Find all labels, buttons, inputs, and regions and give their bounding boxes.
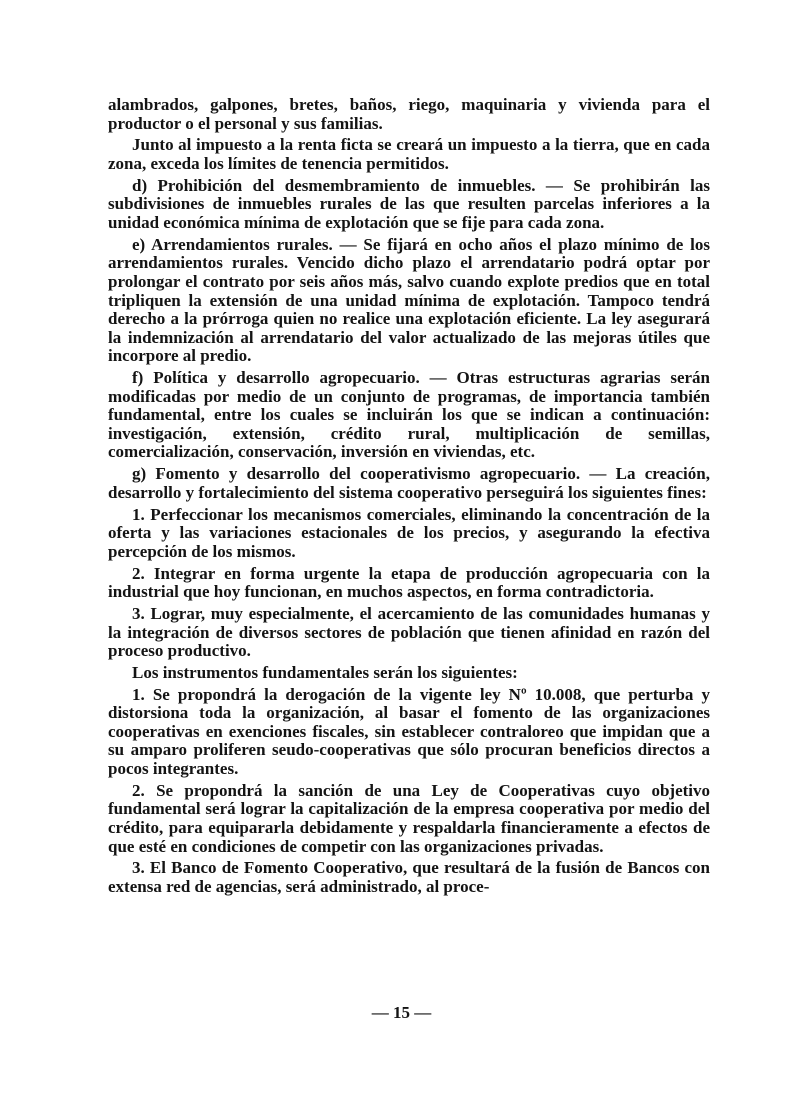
page-number: — 15 — [371,1003,432,1022]
paragraph-text: Junto al impuesto a la renta ficta se creará un impuesto a la tierra, que en cada zona, exceda los límites de tenencia permitidos. [108,135,710,173]
paragraph-heading: f) Política y desarrollo agropecuario. [132,368,420,388]
paragraph [108,664,710,683]
paragraph-text: — Otras estructuras agrarias serán modificadas por medio de un conjunto de programas, de importancia también fundamental, entre los cuales se incluirán los que se indican a continuación: investigación, extensión, crédito rural, multiplicación de semillas, comercialización, conservación, inversión en viviendas, etc. [108,368,711,462]
paragraph [108,465,710,502]
paragraph [108,136,710,173]
paragraph [108,236,710,366]
paragraph-text: — Se fijará en ocho años el plazo mínimo de los arrendamientos rurales. Vencido dicho plazo el arrendatario podrá optar por prolongar el contrato por seis años más, salvo cuando explote predios que en total tripliquen la extensión de una unidad mínima de explotación. Tampoco tendrá derecho a la prórroga quien no realice una explotación eficiente. La ley asegurará la indemnización al arrendatario del valor actualizado de las mejoras útiles que incorpore al predio. [108,234,710,366]
paragraph-text: 1. Perfeccionar los mecanismos comerciales, eliminando la concentración de la oferta y las variaciones estacionales de los precios, y asegurando la efectiva percepción de los mismos. [108,504,710,561]
paragraph [108,605,710,661]
paragraph [108,782,710,856]
paragraph-heading: d) Prohibición del desmembramiento de inmuebles. [132,175,536,195]
paragraph [108,177,710,233]
paragraph [108,369,710,462]
paragraph [108,565,710,602]
paragraph-text: — La creación, desarrollo y fortalecimiento del sistema cooperativo perseguirá los siguientes fines: [108,464,710,502]
paragraph-text: 3. El Banco de Fomento Cooperativo, que resultará de la fusión de Bancos con extensa red de agencias, será administrado, al proce- [108,858,710,896]
paragraph-text: alambrados, galpones, bretes, baños, riego, maquinaria y vivienda para el productor o el personal y sus familias. [108,95,710,133]
paragraph [108,96,710,133]
paragraph-text: 1. Se propondrá la derogación de la vigente ley Nº 10.008, que perturba y distorsiona toda la organización, al basar el fomento de las organizaciones cooperativas en exenciones fiscales, sin establecer contraloreo que impidan que a su amparo proliferen seudo-cooperativas que sólo procuran beneficios directos a pocos integrantes. [108,684,710,779]
paragraph-text: 2. Se propondrá la sanción de una Ley de Cooperativas cuyo objetivo fundamental será lograr la capitalización de la empresa cooperativa por medio del crédito, para equipararla debidamente y respaldarla financieramente a efectos de que esté en condiciones de competir con las organizaciones privadas. [108,780,710,856]
paragraph [108,859,710,896]
paragraph [108,506,710,562]
body-text [108,96,710,900]
paragraph-heading: g) Fomento y desarrollo del cooperativismo agropecuario. [132,464,581,484]
paragraph-text: 2. Integrar en forma urgente la etapa de producción agropecuaria con la industrial que hoy funcionan, en muchos aspectos, en forma contradictoria. [108,563,710,602]
paragraph-text: 3. Lograr, muy especialmente, el acercamiento de las comunidades humanas y la integración de diversos sectores de población que tienen afinidad en razón del proceso productivo. [108,603,710,661]
paragraph-text: Los instrumentos fundamentales serán los siguientes: [132,662,518,682]
paragraph [108,686,710,779]
paragraph-text: — Se prohibirán las subdivisiones de inmuebles rurales de las que resulten parcelas inferiores a la unidad económica mínima de explotación que se fije para cada zona. [108,175,711,232]
paragraph-heading: e) Arrendamientos rurales. [132,234,333,254]
